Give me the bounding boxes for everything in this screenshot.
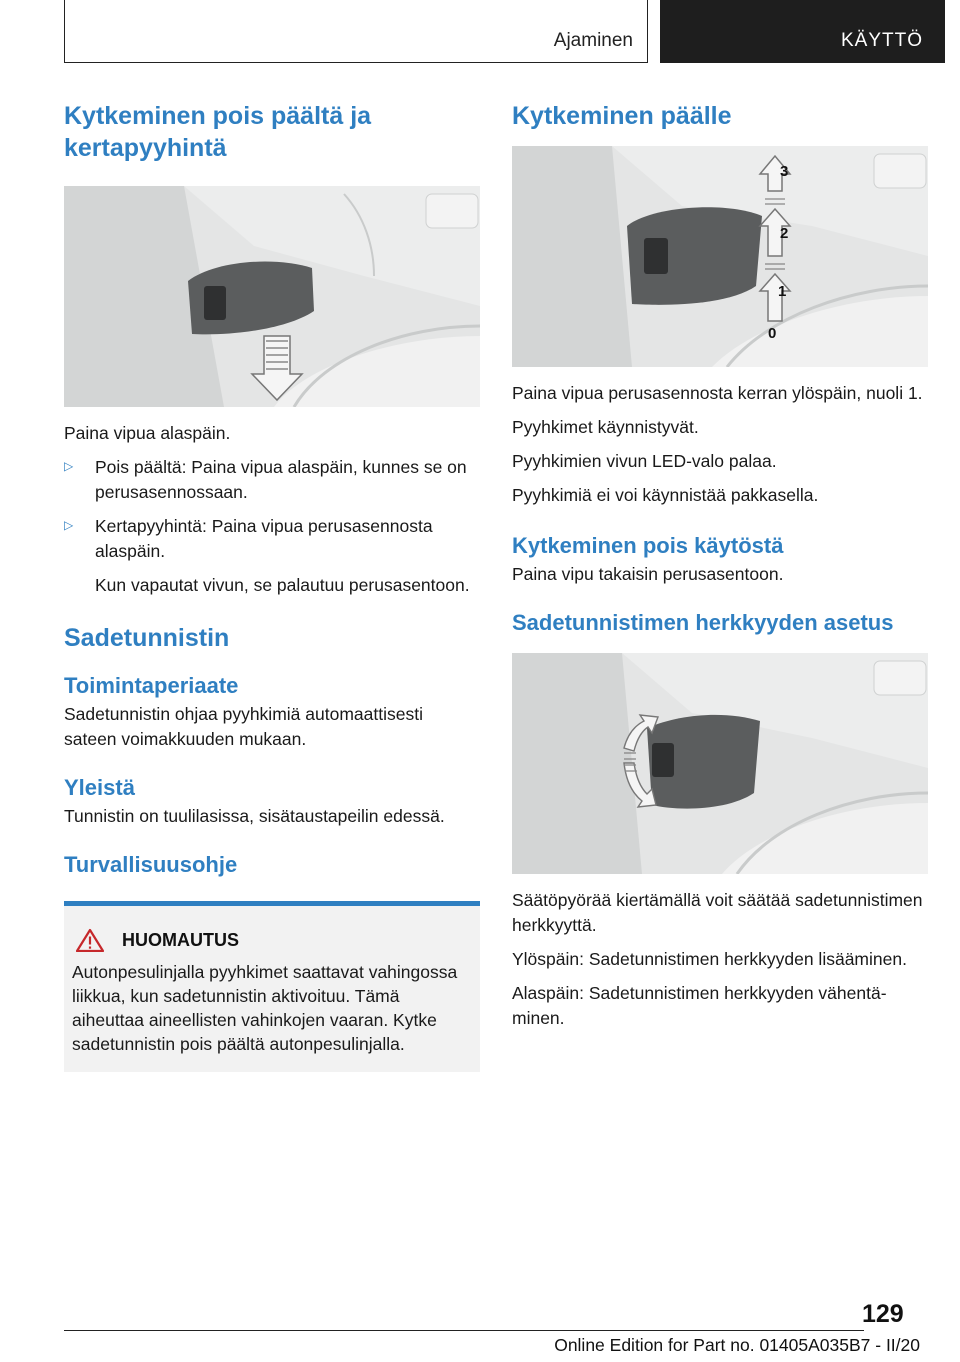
bullet-off-text: Pois päältä: Paina vipua alaspäin, kunnes se on perusasennossaan. — [95, 457, 467, 502]
bullet-single-wipe — [64, 514, 480, 564]
bullet-off — [64, 455, 480, 505]
intro-text: Paina vipua alaspäin. — [64, 423, 231, 443]
bullet-triangle-icon: ▷ — [64, 518, 74, 532]
general-text: Tunnistin on tuulilasissa, sisätaustapeilin edessä. — [64, 806, 445, 826]
bullet-triangle-icon: ▷ — [64, 459, 74, 473]
figure-label-2: 2 — [780, 225, 789, 242]
header-section: Ajaminen — [553, 30, 633, 51]
figure-lever-down — [64, 186, 480, 407]
header-chapter-box — [660, 0, 945, 63]
bullet-single-wipe-text: Kertapyyhintä: Paina vipua perusasennosta alaspäin. — [95, 516, 433, 561]
figure-label-3: 3 — [780, 163, 789, 180]
principle-text: Sadetunnistin ohjaa pyyhkimiä automaattisesti sateen voimakkuuden mukaan. — [64, 704, 423, 749]
sensitivity-text-1: Säätöpyörää kiertämällä voit säätää sadetunnistimen herkkyyttä. — [512, 890, 923, 935]
right-column — [512, 100, 928, 1031]
sensitivity-heading: Sadetunnistimen herkkyyden asetus — [512, 610, 894, 635]
sensitivity-text-3: Alaspäin: Sadetunnistimen herkkyyden vähentäminen. — [512, 983, 887, 1028]
bullet-single-wipe-note: Kun vapautat vivun, se palautuu perusasentoon. — [95, 575, 470, 595]
on-text-3: Pyyhkimien vivun LED-valo palaa. — [512, 451, 777, 471]
figure-label-1: 1 — [778, 283, 787, 300]
header-section-box — [64, 0, 648, 63]
page-header — [64, 0, 945, 65]
notice-box — [64, 901, 480, 1072]
sensitivity-text-2: Ylöspäin: Sadetunnistimen herkkyyden lisääminen. — [512, 949, 907, 969]
warning-icon — [76, 928, 104, 952]
left-column — [64, 100, 480, 1072]
section-title-off-single: Kytkeminen pois päältä ja kertapyyhintä — [64, 102, 372, 162]
on-text-4: Pyyhkimiä ei voi käynnistää pakkasella. — [512, 485, 819, 505]
rain-sensor-heading: Sadetunnistin — [64, 624, 230, 652]
notice-header — [72, 928, 470, 952]
figure-label-0: 0 — [768, 325, 777, 342]
on-text-1: Paina vipua perusasennosta kerran ylöspäin, nuoli 1. — [512, 383, 923, 403]
notice-label: HUOMAUTUS — [122, 929, 239, 950]
on-text-2: Pyyhkimet käynnistyvät. — [512, 417, 699, 437]
footer-edition: Online Edition for Part no. 01405A035B7 - II/20 — [554, 1335, 920, 1355]
off-text: Paina vipu takaisin perusasentoon. — [512, 564, 784, 584]
safety-heading: Turvallisuusohje — [64, 852, 238, 877]
notice-text: Autonpesulinjalla pyyhkimet saattavat vahingossa liikkua, kun sadetunnistin aktivoituu. Tämä aiheuttaa aineellisten vahinkojen vaaran. Kytke sadetunnistin pois päältä autonpesulinjalla. — [72, 962, 458, 1054]
principle-heading: Toimintaperiaate — [64, 673, 239, 698]
section-title-on: Kytkeminen päälle — [512, 102, 732, 130]
figure-sensitivity-wheel — [512, 653, 928, 874]
figure-lever-up — [512, 146, 928, 367]
off-heading: Kytkeminen pois käytöstä — [512, 533, 784, 558]
page-number: 129 — [862, 1300, 904, 1328]
general-heading: Yleistä — [64, 775, 135, 800]
footer-divider — [64, 1330, 864, 1331]
header-chapter: KÄYTTÖ — [840, 30, 923, 51]
